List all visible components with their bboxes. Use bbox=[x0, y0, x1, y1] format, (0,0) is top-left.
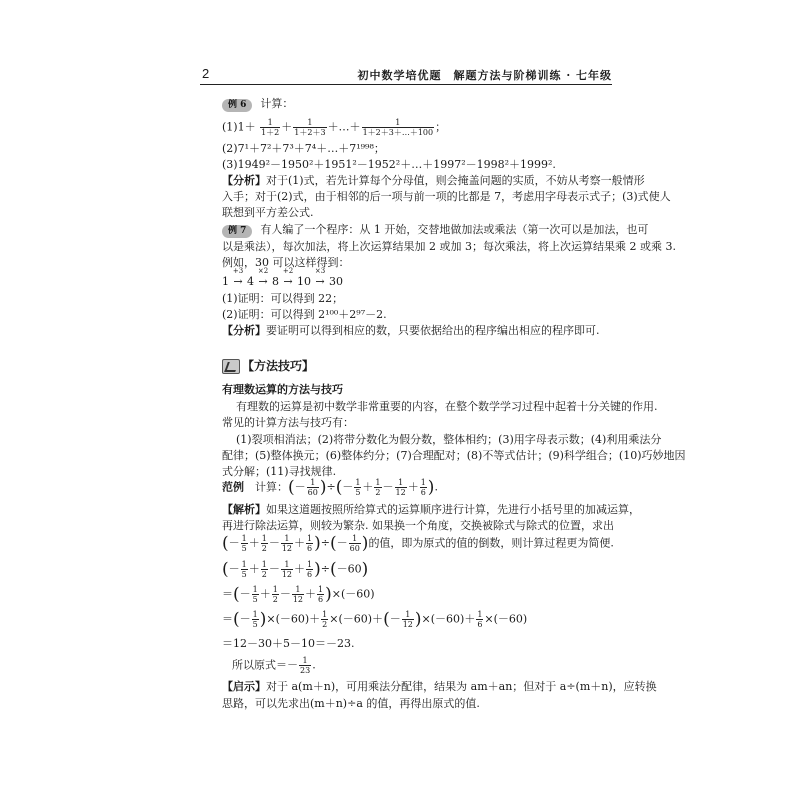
fraction: $\frac{1}{5}$ bbox=[355, 478, 361, 497]
solution-text: 的值，即为原式的值的倒数，则计算过程更为简便. bbox=[368, 536, 614, 550]
arrow-icon: → +3 bbox=[229, 274, 247, 290]
chain-value: 30 bbox=[329, 275, 343, 288]
example-6-analysis-line1 bbox=[222, 173, 645, 189]
methods-list-line2: 配律；(5)整体换元；(6)整体约分；(7)合理配对；(8)不等式估计；(9)科学组合；(10)巧妙地因 bbox=[222, 449, 686, 462]
sample-problem: 范例 计算：(－ $\frac{1}{60}$ )÷(－ $\frac{1}{5}$ ＋ $\frac{1}{2}$ － $\frac{1}{12}$ ＋ $\frac{1}{6}$ ). bbox=[222, 477, 438, 498]
chain-value: 10 bbox=[297, 275, 311, 288]
analysis-label: 【分析】 bbox=[222, 324, 266, 337]
fraction: $\frac{1}{23}$ bbox=[300, 656, 311, 675]
fraction: $\frac{1}{60}$ bbox=[349, 534, 360, 553]
q1-end: ； bbox=[435, 120, 447, 134]
solution-line3: (－ $\frac{1}{5}$ ＋ $\frac{1}{2}$ － $\frac{1}{12}$ ＋ $\frac{1}{6}$ )÷(－ $\frac{1}{60}$ )的值，即为原式的值的倒数，则计算过程更为简便. bbox=[222, 533, 614, 554]
solution-line2: 再进行除法运算，则较为繁杂. 如果换一个角度，交换被除式与除式的位置，求出 bbox=[222, 519, 614, 532]
fraction bbox=[293, 118, 326, 137]
arrow-icon: → +2 bbox=[279, 274, 297, 290]
example-6-heading bbox=[222, 96, 293, 112]
fraction: $\frac{1}{12}$ bbox=[402, 610, 413, 629]
program-chain bbox=[222, 267, 343, 290]
multiplier: ×(－60) bbox=[331, 587, 375, 601]
fraction: $\frac{1}{12}$ bbox=[281, 534, 293, 553]
fraction: $\frac{1}{5}$ bbox=[241, 560, 247, 579]
fraction-numerator: 1 bbox=[362, 118, 435, 128]
sample-label: 范例 bbox=[222, 480, 244, 494]
arrow-icon: → ×2 bbox=[254, 274, 272, 290]
fraction-denominator: 1＋2＋3＋…＋100 bbox=[362, 128, 434, 137]
fraction: $\frac{1}{6}$ bbox=[307, 534, 313, 553]
hint-line2: 思路，可以先求出(m＋n)÷a 的值，再得出原式的值. bbox=[222, 697, 480, 710]
chain-value: 8 bbox=[272, 275, 279, 288]
fraction: $\frac{1}{2}$ bbox=[261, 560, 267, 579]
example-6-q3: (3)1949²－1950²＋1951²－1952²＋…＋1997²－1998²＋1999². bbox=[222, 158, 556, 171]
page-number: 2 bbox=[202, 66, 210, 81]
step-3: ＝(－ $\frac{1}{5}$ )×(－60)＋ $\frac{1}{2}$ ×(－60)＋(－ $\frac{1}{12}$ )×(－60)＋ $\frac{1}{6}$ ×(－60) bbox=[222, 609, 528, 630]
fraction: $\frac{1}{12}$ bbox=[292, 585, 304, 604]
example-7-line2: 以是乘法），每次加法，将上次运算结果加 2 或加 3；每次乘法，将上次运算结果乘 2 或乘 3. bbox=[222, 240, 676, 253]
example-7-proof1: (1)证明：可以得到 22； bbox=[222, 292, 344, 305]
fraction: $\frac{1}{5}$ bbox=[241, 534, 247, 553]
analysis-text: 要证明可以得到相应的数，只要依据给出的程序编出相应的程序即可. bbox=[266, 324, 600, 337]
operation-label: ×3 bbox=[314, 267, 326, 275]
analysis-text: 对于(1)式，若先计算每个分母值，则会掩盖问题的实质，不妨从考察一般情形 bbox=[266, 174, 645, 187]
divisor: －60 bbox=[336, 562, 362, 576]
fraction-numerator: 1 bbox=[293, 118, 326, 128]
example-7-line3: 例如，30 可以这样得到： bbox=[222, 256, 350, 269]
step-1: (－ $\frac{1}{5}$ ＋ $\frac{1}{2}$ － $\frac{1}{12}$ ＋ $\frac{1}{6}$ )÷(－60) bbox=[222, 559, 369, 580]
methods-list-line1: (1)裂项相消法；(2)将带分数化为假分数，整体相约；(3)用字母表示数；(4)利用乘法分 bbox=[236, 433, 662, 446]
step-4: ＝12－30＋5－10＝－23. bbox=[222, 637, 355, 650]
fraction: $\frac{1}{12}$ bbox=[395, 478, 406, 497]
example-7-line1 bbox=[222, 222, 648, 238]
fraction: $\frac{1}{12}$ bbox=[281, 560, 293, 579]
fraction: $\frac{1}{6}$ bbox=[318, 585, 324, 604]
example-7-analysis bbox=[222, 323, 600, 339]
page-header bbox=[200, 66, 612, 85]
example-7-text: 有人编了一个程序：从 1 开始，交替地做加法或乘法（第一次可以是加法，也可 bbox=[260, 223, 649, 236]
example-6-tag: 例 6 bbox=[222, 99, 252, 112]
ellipsis-plus: ＋…＋ bbox=[327, 120, 361, 134]
example-7-tag: 例 7 bbox=[222, 225, 252, 238]
conclusion-text: 所以原式＝－ bbox=[232, 658, 298, 672]
hint-line1 bbox=[222, 679, 657, 695]
conclusion: 所以原式＝－ $\frac{1}{23}$ . bbox=[232, 656, 316, 675]
fraction: $\frac{1}{6}$ bbox=[307, 560, 313, 579]
methods-paragraph-line1: 有理数的运算是初中数学非常重要的内容，在整个数学学习过程中起着十分关键的作用. bbox=[236, 400, 658, 413]
fraction-denominator: 23 bbox=[300, 666, 311, 675]
example-6-q1: (1)1＋ $\frac{1}{1+2}$ ＋ $\frac{1}{1+2+3}$ ＋…＋ $\frac{1}{1+2+3+\dots+100}$ ； bbox=[222, 118, 447, 137]
example-6-q2: (2)7¹＋7²＋7³＋7⁴＋…＋7¹⁹⁹⁸； bbox=[222, 142, 385, 155]
operation-label: ×2 bbox=[257, 267, 269, 275]
fraction bbox=[260, 118, 280, 137]
chain-value: 1 bbox=[222, 275, 229, 288]
hint-label: 【启示】 bbox=[222, 680, 266, 693]
fraction: $\frac{1}{5}$ bbox=[252, 585, 258, 604]
fraction: $\frac{1}{60}$ bbox=[307, 478, 318, 497]
methods-list-line3: 式分解；(11)寻找规律. bbox=[222, 465, 337, 478]
fraction-denominator: 1＋2 bbox=[261, 128, 280, 137]
solution-label: 【解析】 bbox=[222, 503, 266, 516]
fraction bbox=[362, 118, 435, 137]
methods-subtitle: 有理数运算的方法与技巧 bbox=[222, 383, 343, 396]
q1-prefix: (1)1＋ bbox=[222, 120, 256, 134]
solution-line1 bbox=[222, 502, 640, 518]
methods-paragraph-line2: 常见的计算方法与技巧有： bbox=[222, 416, 354, 429]
book-title: 初中数学培优题 解题方法与阶梯训练 · 七年级 bbox=[357, 69, 612, 82]
example-6-analysis-line3: 联想到平方差公式. bbox=[222, 206, 314, 219]
hint-text: 对于 a(m＋n)，可用乘法分配律，结果为 am＋an；但对于 a÷(m＋n)，应转换 bbox=[266, 680, 657, 693]
fraction: $\frac{1}{5}$ bbox=[252, 610, 258, 629]
fraction: $\frac{1}{2}$ bbox=[322, 610, 328, 629]
operation-label: +2 bbox=[282, 267, 294, 275]
solution-text: 如果这道题按照所给算式的运算顺序进行计算，先进行小括号里的加减运算， bbox=[266, 503, 640, 516]
example-7-proof2: (2)证明：可以得到 2¹⁰⁰＋2⁹⁷－2. bbox=[222, 308, 387, 321]
analysis-label: 【分析】 bbox=[222, 174, 266, 187]
pencil-icon bbox=[222, 359, 240, 374]
example-6-analysis-line2: 入手；对于(2)式，由于相邻的后一项与前一项的比都是 7，考虑用字母表示式子；(3)式使人 bbox=[222, 190, 671, 203]
fraction-numerator: 1 bbox=[260, 118, 280, 128]
example-6-prompt: 计算： bbox=[260, 97, 294, 110]
fraction: $\frac{1}{6}$ bbox=[420, 478, 426, 497]
fraction: $\frac{1}{6}$ bbox=[477, 610, 483, 629]
step-2: ＝(－ $\frac{1}{5}$ ＋ $\frac{1}{2}$ － $\frac{1}{12}$ ＋ $\frac{1}{6}$ )×(－60) bbox=[222, 584, 375, 605]
chain-value: 4 bbox=[247, 275, 254, 288]
operation-label: +3 bbox=[232, 267, 244, 275]
fraction: $\frac{1}{2}$ bbox=[375, 478, 381, 497]
arrow-icon: → ×3 bbox=[311, 274, 329, 290]
sample-prompt: 计算： bbox=[255, 480, 288, 494]
fraction: $\frac{1}{2}$ bbox=[261, 534, 267, 553]
fraction-denominator: 1＋2＋3 bbox=[294, 128, 326, 137]
fraction: $\frac{1}{2}$ bbox=[272, 585, 278, 604]
section-title: 【方法技巧】 bbox=[242, 359, 315, 373]
methods-section-title bbox=[222, 358, 314, 374]
